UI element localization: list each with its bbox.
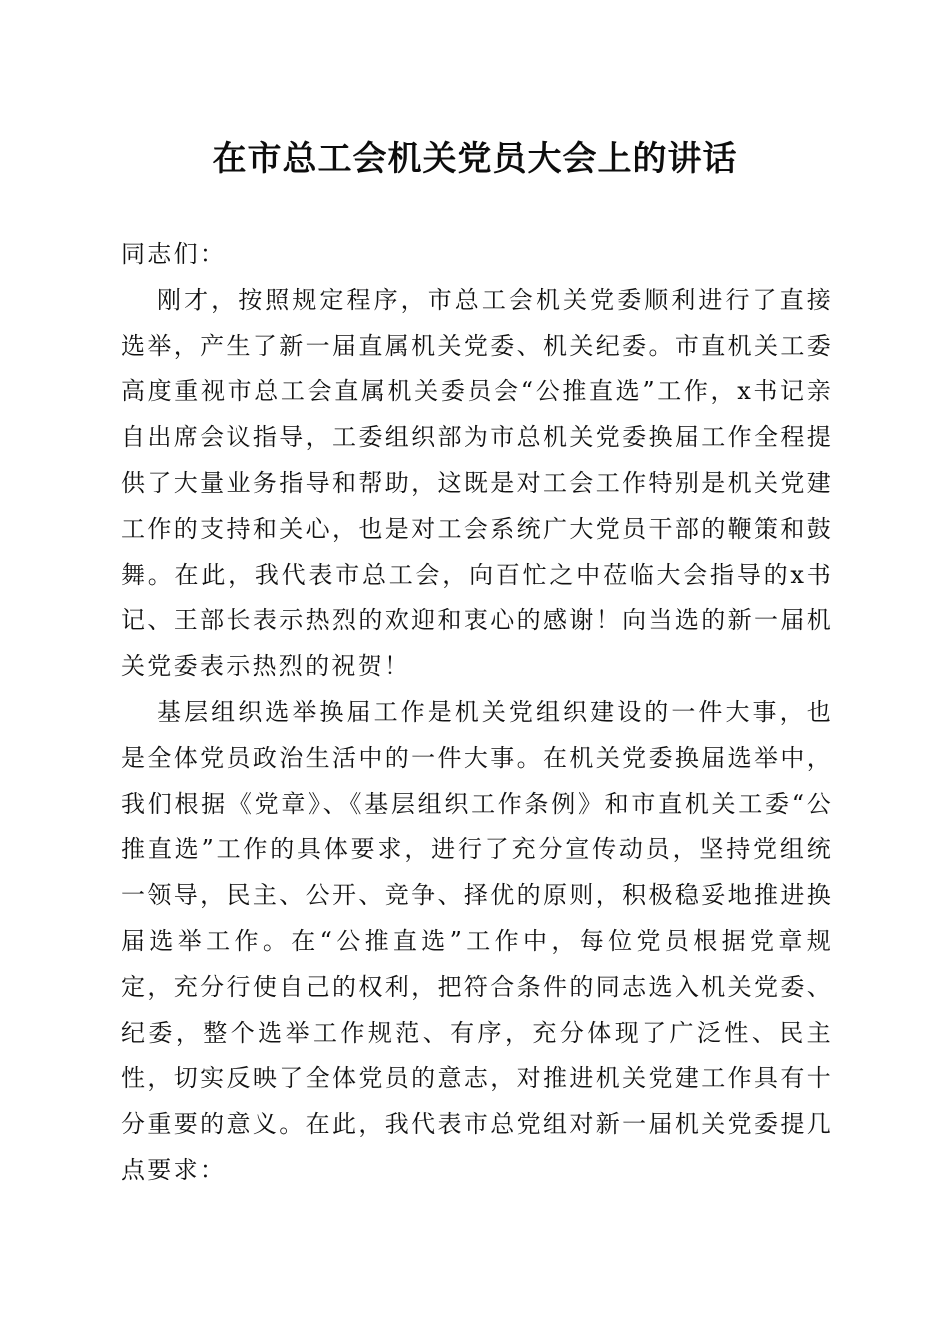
- salutation: 同志们：: [121, 240, 227, 268]
- paragraph-1: 刚才，按照规定程序，市总工会机关党委顺利进行了直接选举，产生了新一届直属机关党委、机关纪委。市直机关工委高度重视市总工会直属机关委员会“公推直选”工作，x书记亲自出席会议指导，工委组织部为市总机关党委换届工作全程提供了大量业务指导和帮助，这既是对工会工作特别是机关党建工作的支持和关心，也是对工会系统广大党员干部的鞭策和鼓舞。在此，我代表市总工会，向百忙之中莅临大会指导的x书记、王部长表示热烈的欢迎和衷心的感谢！向当选的新一届机关党委表示热烈的祝贺！: [121, 285, 833, 681]
- document-body: [121, 232, 833, 1194]
- document-title: 在市总工会机关党员大会上的讲话: [212, 139, 738, 179]
- paragraph-2: 基层组织选举换届工作是机关党组织建设的一件大事，也是全体党员政治生活中的一件大事。在机关党委换届选举中，我们根据《党章》、《基层组织工作条例》和市直机关工委“公推直选”工作的具体要求，进行了充分宣传动员，坚持党组统一领导，民主、公开、竞争、择优的原则，积极稳妥地推进换届选举工作。在“公推直选”工作中，每位党员根据党章规定，充分行使自己的权利，把符合条件的同志选入机关党委、纪委，整个选举工作规范、有序，充分体现了广泛性、民主性，切实反映了全体党员的意志，对推进机关党建工作具有十分重要的意义。在此，我代表市总党组对新一届机关党委提几点要求：: [121, 697, 833, 1184]
